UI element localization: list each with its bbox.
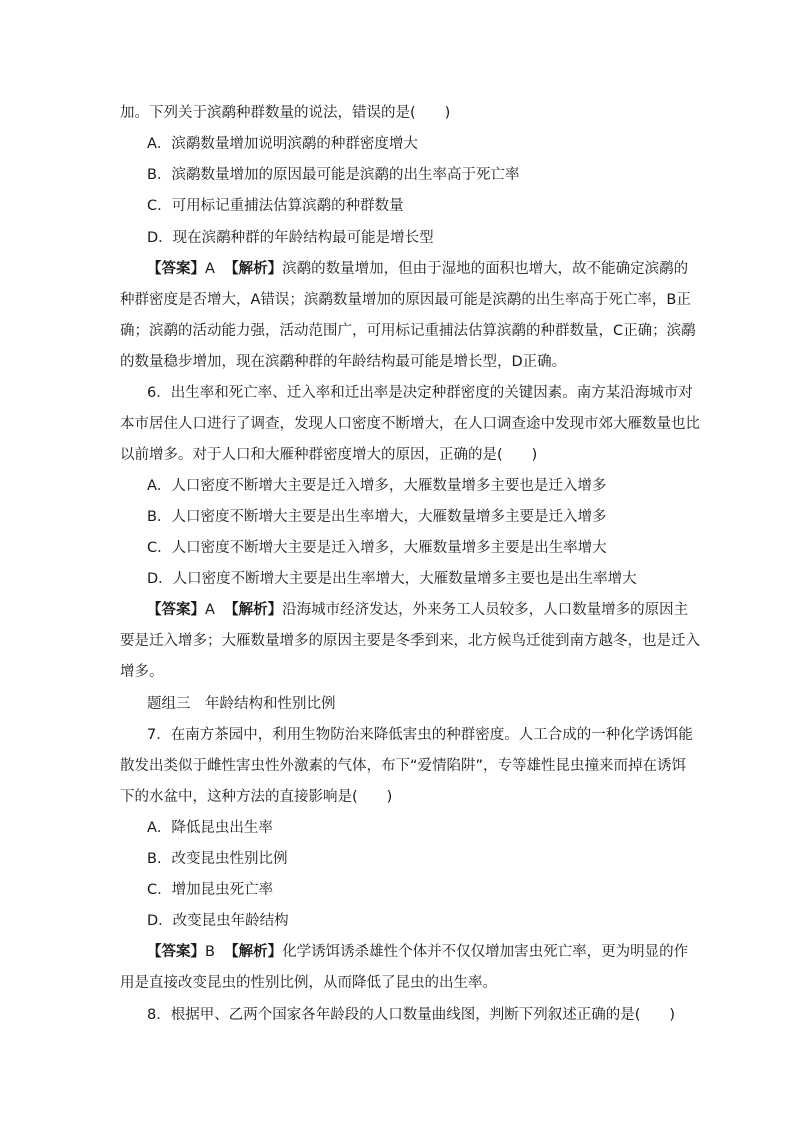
analysis-tag: 【解析】 [224, 261, 283, 277]
q7-answer-line [147, 941, 688, 963]
q5-analysis-line-3: 确；滨鹬的活动能力强，活动范围广，可用标记重捕法估算滨鹬的种群数量，C正确；滨鹬 [120, 323, 696, 339]
q6-stem-line-3: 以前增多。对于人口和大雁种群密度增大的原因，正确的是( ) [120, 447, 538, 463]
q7-stem-line-2: 散发出类似于雌性害虫性外激素的气体，布下“爱情陷阱”，专等雄性昆虫撞来而掉在诱饵 [120, 758, 687, 774]
q6-answer-line [147, 599, 688, 621]
q5-analysis-line-4: 的数量稳步增加，现在滨鹬种群的年龄结构最可能是增长型，D正确。 [120, 354, 567, 370]
q6-analysis-line-2: 要是迁入增多；大雁数量增多的原因主要是冬季到来，北方候鸟迁徙到南方越冬，也是迁入 [120, 633, 700, 649]
q6-analysis-line-1: 沿海城市经济发达，外来务工人员较多，人口数量增多的原因主 [282, 602, 689, 618]
q6-option-a: A．人口密度不断增大主要是迁入增多，大雁数量增多主要也是迁入增多 [147, 478, 607, 494]
q7-option-d: D．改变昆虫年龄结构 [147, 913, 289, 929]
group3-title: 题组三 年龄结构和性别比例 [147, 696, 336, 712]
answer-tag: 【答案】 [147, 944, 205, 960]
q8-stem: 8．根据甲、乙两个国家各年龄段的人口数量曲线图，判断下列叙述正确的是( ) [147, 1007, 676, 1023]
q6-stem-line-1: 6．出生率和死亡率、迁入率和迁出率是决定种群密度的关键因素。南方某沿海城市对 [147, 385, 693, 401]
q6-answer-value: A [205, 602, 215, 618]
q6-option-c: C．人口密度不断增大主要是迁入增多，大雁数量增多主要是出生率增大 [147, 540, 607, 556]
q7-answer-value: B [205, 944, 215, 960]
q5-option-a: A．滨鹬数量增加说明滨鹬的种群密度增大 [147, 136, 418, 152]
q6-option-b: B．人口密度不断增大主要是出生率增大，大雁数量增多主要是迁入增多 [147, 509, 607, 525]
analysis-tag: 【解析】 [224, 602, 283, 618]
q7-option-a: A．降低昆虫出生率 [147, 820, 273, 836]
q5-analysis-line-1: 滨鹬的数量增加，但由于湿地的面积也增大，故不能确定滨鹬的 [282, 261, 689, 277]
q7-option-b: B．改变昆虫性别比例 [147, 851, 288, 867]
q7-option-c: C．增加昆虫死亡率 [147, 882, 274, 898]
q5-analysis-line-2: 种群密度是否增大，A错误；滨鹬数量增加的原因最可能是滨鹬的出生率高于死亡率，B正 [120, 292, 691, 308]
q7-stem-line-1: 7．在南方茶园中，利用生物防治来降低害虫的种群密度。人工合成的一种化学诱饵能 [147, 727, 693, 743]
q5-answer-line [147, 258, 688, 280]
answer-tag: 【答案】 [147, 261, 205, 277]
q5-stem-tail: 加。下列关于滨鹬种群数量的说法，错误的是( ) [120, 105, 451, 121]
analysis-tag: 【解析】 [224, 944, 283, 960]
q7-stem-line-3: 下的水盆中，这种方法的直接影响是( ) [120, 789, 393, 805]
q6-analysis-line-3: 增多。 [120, 664, 164, 680]
q5-answer-value: A [205, 261, 215, 277]
q5-option-d: D．现在滨鹬种群的年龄结构最可能是增长型 [147, 230, 434, 246]
q7-analysis-line-1: 化学诱饵诱杀雄性个体并不仅仅增加害虫死亡率，更为明显的作 [282, 944, 689, 960]
q6-stem-line-2: 本市居住人口进行了调查，发现人口密度不断增大，在人口调查途中发现市郊大雁数量也比 [120, 416, 700, 432]
answer-tag: 【答案】 [147, 602, 205, 618]
q7-analysis-line-2: 用是直接改变昆虫的性别比例，从而降低了昆虫的出生率。 [120, 975, 497, 991]
q6-option-d: D．人口密度不断增大主要是出生率增大，大雁数量增多主要也是出生率增大 [147, 571, 637, 587]
q5-option-b: B．滨鹬数量增加的原因最可能是滨鹬的出生率高于死亡率 [147, 167, 520, 183]
q5-option-c: C．可用标记重捕法估算滨鹬的种群数量 [147, 198, 404, 214]
